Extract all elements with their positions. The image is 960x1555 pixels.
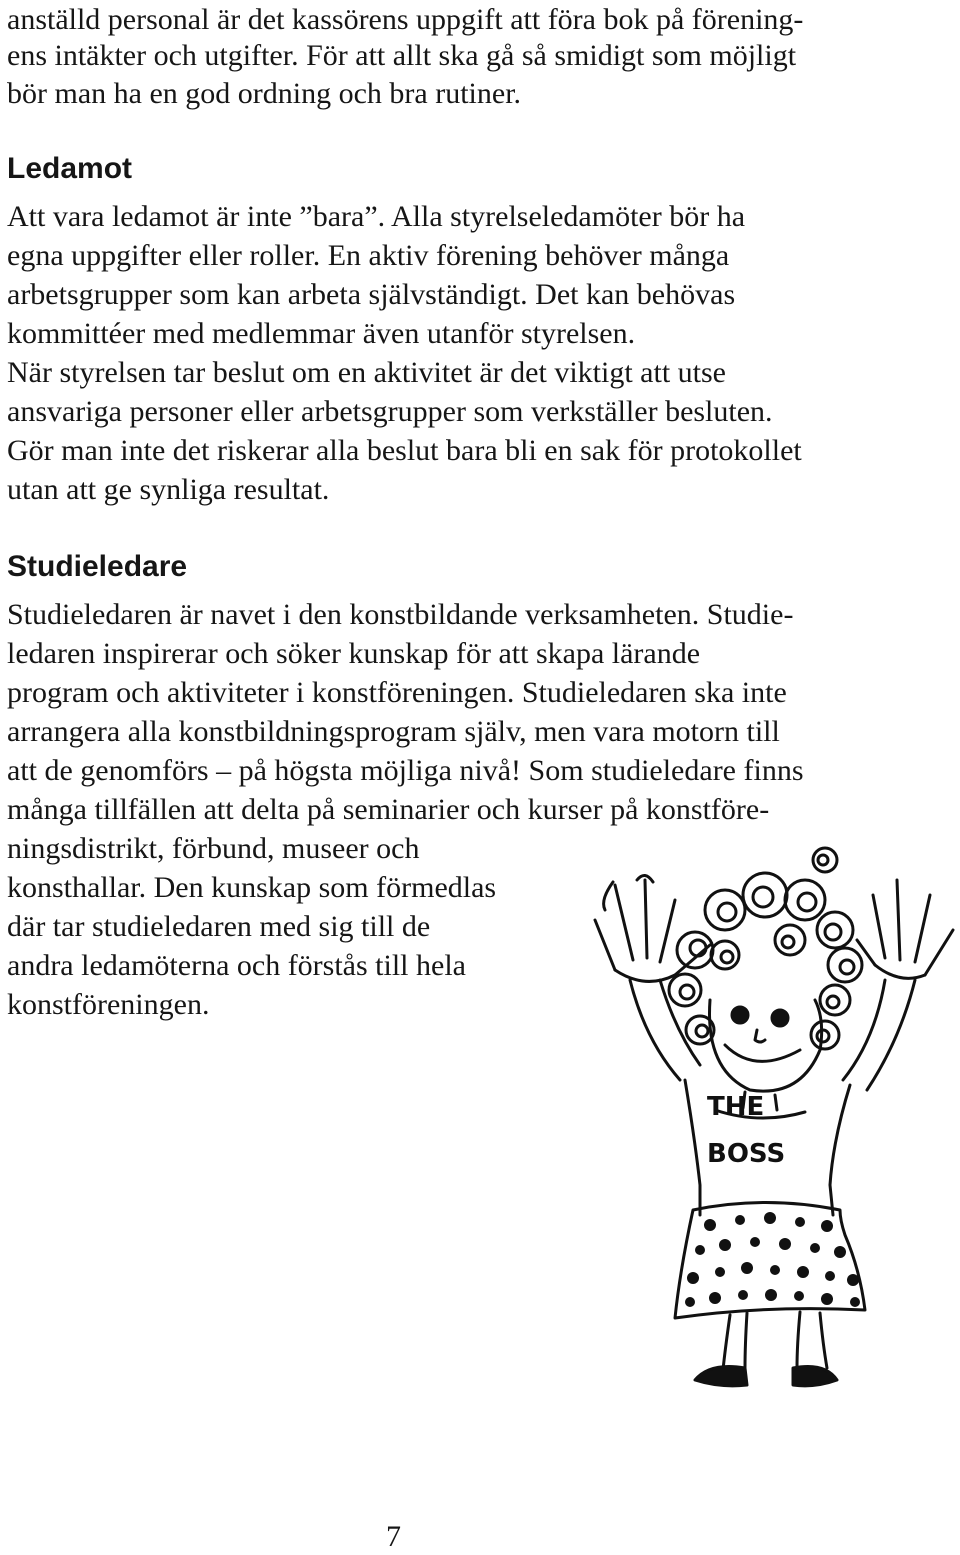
- shirt-text-boss: BOSS: [707, 1139, 786, 1169]
- paragraph-line: utan att ge synliga resultat.: [7, 473, 330, 506]
- paragraph-line: ledaren inspirerar och söker kunskap för att skapa lärande: [7, 637, 701, 670]
- paragraph-line: ansvariga personer eller arbetsgrupper som verkställer besluten.: [7, 395, 773, 428]
- section-heading-studieledare: Studieledare: [7, 550, 188, 583]
- paragraph-line: Att vara ledamot är inte ”bara”. Alla styrelseledamöter bör ha: [7, 200, 746, 233]
- intro-line: ens intäkter och utgifter. För att allt ska gå så smidigt som möjligt: [7, 39, 797, 72]
- paragraph-line: konsthallar. Den kunskap som förmedlas: [7, 871, 497, 904]
- intro-line: anställd personal är det kassörens uppgift att föra bok på förening-: [7, 3, 804, 36]
- paragraph-line: Gör man inte det riskerar alla beslut bara bli en sak för protokollet: [7, 434, 802, 467]
- curly-hair-drawing: [669, 848, 862, 1049]
- paragraph-line: konstföreningen.: [7, 988, 210, 1021]
- paragraph-line: ningsdistrikt, förbund, museer och: [7, 832, 420, 865]
- polka-dot-skirt-drawing: [675, 1203, 865, 1319]
- paragraph-line: När styrelsen tar beslut om en aktivitet är det viktigt att utse: [7, 356, 726, 389]
- intro-line: bör man ha en god ordning och bra rutiner.: [7, 77, 522, 110]
- boss-illustration: [575, 840, 960, 1400]
- section-heading-ledamot: Ledamot: [7, 152, 133, 185]
- right-hand-drawing: [843, 880, 953, 1090]
- paragraph-line: kommittéer med medlemmar även utanför styrelsen.: [7, 317, 636, 350]
- face-drawing: [710, 1000, 822, 1091]
- page-number: 7: [386, 1520, 401, 1553]
- paragraph-line: egna uppgifter eller roller. En aktiv förening behöver många: [7, 239, 730, 272]
- legs-and-shoes-drawing: [695, 1312, 837, 1386]
- paragraph-line: många tillfällen att delta på seminarier och kurser på konstföre-: [7, 793, 770, 826]
- paragraph-line: arrangera alla konstbildningsprogram själv, men vara motorn till: [7, 715, 780, 748]
- paragraph-line: att de genomförs – på högsta möjliga nivå! Som studieledare finns: [7, 754, 804, 787]
- paragraph-line: program och aktiviteter i konstföreningen. Studieledaren ska inte: [7, 676, 787, 709]
- shirt-text-the: THE: [707, 1092, 765, 1122]
- paragraph-line: andra ledamöterna och förstås till hela: [7, 949, 466, 982]
- paragraph-line: arbetsgrupper som kan arbeta självständigt. Det kan behövas: [7, 278, 736, 311]
- paragraph-line: där tar studieledaren med sig till de: [7, 910, 431, 943]
- paragraph-line: Studieledaren är navet i den konstbildande verksamheten. Studie-: [7, 598, 794, 631]
